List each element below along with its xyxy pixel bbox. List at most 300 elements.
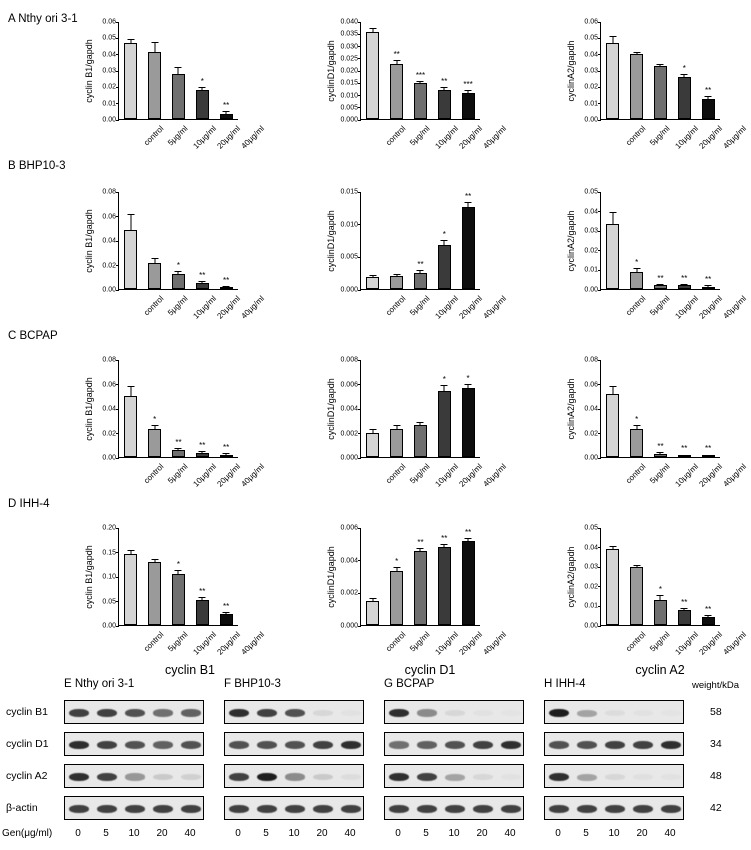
y-axis-label-D3: cyclinA2/gapdh <box>566 546 576 608</box>
bar-wrapper <box>654 360 667 457</box>
error-bar <box>396 426 397 428</box>
bar-5μg/ml[interactable] <box>148 52 161 119</box>
bar-control[interactable] <box>606 224 619 289</box>
bar-10μg/ml[interactable] <box>172 450 185 457</box>
bar-20μg/ml[interactable] <box>438 547 451 625</box>
bar-wrapper <box>414 22 427 119</box>
bar-5μg/ml[interactable] <box>630 429 643 457</box>
error-cap <box>199 451 206 452</box>
blot-weight-2: 48 <box>710 770 722 782</box>
bar-20μg/ml[interactable] <box>678 77 691 119</box>
significance-marker: * <box>658 585 663 594</box>
error-bar <box>130 215 131 230</box>
error-bar <box>202 282 203 283</box>
blot-row-label-0: cyclin B1 <box>6 706 49 718</box>
bar-wrapper <box>196 360 209 457</box>
bar-control[interactable] <box>124 554 137 625</box>
x-tick-label: 5μg/ml <box>166 294 190 318</box>
significance-marker: * <box>635 258 639 268</box>
y-tick-label: 0.015 <box>340 79 358 87</box>
error-cap <box>223 286 230 287</box>
error-cap <box>465 538 472 539</box>
blot-title-F: F BHP10-3 <box>224 678 281 690</box>
error-cap <box>151 425 158 426</box>
x-tick-label: control <box>624 294 648 318</box>
bar-40μg/ml[interactable] <box>462 93 475 119</box>
bar-5μg/ml[interactable] <box>390 64 403 119</box>
blot-band <box>417 709 437 716</box>
x-tick-label: 40μg/ml <box>481 294 509 321</box>
bar-40μg/ml[interactable] <box>462 388 475 457</box>
panel-label-A: A Nthy ori 3-1 <box>8 13 78 25</box>
x-tick-label: 40μg/ml <box>721 294 749 321</box>
blot-band <box>229 773 249 781</box>
bar-5μg/ml[interactable] <box>630 54 643 119</box>
blot-box-H-0 <box>544 700 684 724</box>
bar-control[interactable] <box>124 396 137 457</box>
chart-C1 <box>84 356 267 489</box>
significance-marker: ** <box>657 442 664 452</box>
bar-40μg/ml[interactable] <box>702 99 715 119</box>
significance-marker: ** <box>704 274 712 284</box>
bar-5μg/ml[interactable] <box>390 429 403 457</box>
error-bar <box>154 259 155 263</box>
plot-area-A1 <box>102 18 238 124</box>
lane-label-H-5: 5 <box>583 828 589 839</box>
significance-marker: ** <box>464 192 472 202</box>
blot-band <box>257 741 277 749</box>
blot-band <box>341 741 361 750</box>
blot-band <box>97 805 117 813</box>
bar-wrapper <box>172 528 185 625</box>
y-tick-label: 0.000 <box>340 622 358 630</box>
error-cap <box>151 258 158 259</box>
blot-band <box>633 710 653 715</box>
bar-20μg/ml[interactable] <box>678 455 691 457</box>
y-tick-label: 0.04 <box>102 237 116 245</box>
blot-band <box>445 741 465 749</box>
error-bar <box>660 596 661 600</box>
bar-wrapper <box>124 360 137 457</box>
y-axis-label-C3: cyclinA2/gapdh <box>566 378 576 440</box>
bar-10μg/ml[interactable] <box>414 551 427 625</box>
y-tick-label: 0.02 <box>102 83 116 91</box>
bar-20μg/ml[interactable] <box>438 90 451 119</box>
error-bar <box>420 271 421 273</box>
bar-control[interactable] <box>124 230 137 289</box>
blot-band <box>181 709 201 717</box>
error-cap <box>199 87 206 88</box>
bar-10μg/ml[interactable] <box>654 600 667 625</box>
x-tick-label: 5μg/ml <box>408 462 432 486</box>
error-bar <box>226 287 227 288</box>
blot-band <box>605 774 625 780</box>
x-tick-label: 20μg/ml <box>215 294 243 321</box>
bar-5μg/ml[interactable] <box>630 272 643 289</box>
error-cap <box>223 111 230 112</box>
blot-band <box>257 805 277 813</box>
x-tick-label: 10μg/ml <box>191 630 219 657</box>
error-cap <box>681 608 688 609</box>
lane-label-F-10: 10 <box>288 828 300 839</box>
bar-20μg/ml[interactable] <box>196 90 209 119</box>
y-axis-label-C1: cyclin B1/gapdh <box>84 377 94 441</box>
bar-control[interactable] <box>366 32 379 119</box>
bar-40μg/ml[interactable] <box>702 455 715 457</box>
significance-marker: * <box>682 63 686 73</box>
significance-marker: ** <box>222 442 230 452</box>
error-bar <box>636 426 637 429</box>
y-tick-label: 0.00 <box>102 622 116 630</box>
bar-control[interactable] <box>366 433 379 458</box>
significance-marker: ** <box>222 601 230 611</box>
y-tick-label: 0.04 <box>102 405 116 413</box>
x-tick-label: 10μg/ml <box>433 630 461 657</box>
plot-area-C1 <box>102 356 238 462</box>
bar-wrapper <box>606 528 619 625</box>
y-tick-label: 0.04 <box>584 208 598 216</box>
error-bar <box>202 452 203 453</box>
bar-40μg/ml[interactable] <box>462 541 475 625</box>
bar-group-B3 <box>601 192 720 289</box>
lane-label-E-40: 40 <box>184 828 196 839</box>
blot-band <box>633 774 653 779</box>
bar-wrapper <box>630 192 643 289</box>
bar-5μg/ml[interactable] <box>148 429 161 457</box>
x-tick-label: 40μg/ml <box>721 630 749 657</box>
y-tick-label: 0.06 <box>102 381 116 388</box>
error-cap <box>175 271 182 272</box>
error-bar <box>660 453 661 454</box>
blot-band <box>577 710 597 717</box>
y-tick-label: 0.06 <box>102 213 116 220</box>
error-cap <box>151 559 158 560</box>
bar-wrapper <box>654 192 667 289</box>
bar-40μg/ml[interactable] <box>702 617 715 625</box>
panel-label-D: D IHH-4 <box>8 498 50 510</box>
error-bar <box>396 275 397 276</box>
y-tick-label: 0.006 <box>340 524 358 532</box>
blot-band <box>181 774 201 780</box>
x-tick-label: 5μg/ml <box>166 124 190 148</box>
blot-band <box>549 709 569 718</box>
blot-band <box>389 805 409 813</box>
bar-wrapper <box>462 192 475 289</box>
y-tick-label: 0.002 <box>340 589 358 597</box>
bar-wrapper <box>366 192 379 289</box>
x-tick-label: 5μg/ml <box>648 630 672 654</box>
blot-band <box>229 741 249 749</box>
error-cap <box>657 595 664 596</box>
error-cap <box>657 452 664 453</box>
bar-wrapper <box>414 192 427 289</box>
blot-band <box>69 741 89 750</box>
x-tick-label: 10μg/ml <box>433 462 461 489</box>
bar-5μg/ml[interactable] <box>390 276 403 289</box>
bar-wrapper <box>462 22 475 119</box>
significance-marker: * <box>153 415 157 425</box>
error-bar <box>444 241 445 245</box>
blot-box-H-1 <box>544 732 684 756</box>
x-tick-label: 40μg/ml <box>239 462 267 489</box>
y-tick-label: 0.02 <box>584 430 598 437</box>
x-tick-label: 20μg/ml <box>697 294 725 321</box>
lane-label-F-0: 0 <box>235 828 241 839</box>
blot-band <box>97 741 117 749</box>
bar-5μg/ml[interactable] <box>630 567 643 625</box>
error-cap <box>417 81 424 82</box>
bar-wrapper <box>220 192 233 289</box>
blot-band <box>473 805 493 813</box>
error-bar <box>684 285 685 286</box>
bar-20μg/ml[interactable] <box>196 600 209 625</box>
blot-band <box>417 773 437 781</box>
bar-wrapper <box>172 360 185 457</box>
significance-marker: * <box>176 560 181 570</box>
bar-40μg/ml[interactable] <box>220 614 233 625</box>
blot-band <box>445 774 465 781</box>
y-tick-label: 0.05 <box>102 34 116 42</box>
y-axis-label-B1: cyclin B1/gapdh <box>84 209 94 273</box>
bar-group-D2 <box>361 528 480 625</box>
error-cap <box>417 548 424 549</box>
error-cap <box>175 67 182 68</box>
error-cap <box>441 385 448 386</box>
error-cap <box>393 425 400 426</box>
bar-20μg/ml[interactable] <box>438 391 451 457</box>
error-cap <box>705 615 712 616</box>
bar-wrapper <box>630 360 643 457</box>
bar-control[interactable] <box>606 549 619 625</box>
bar-wrapper <box>390 360 403 457</box>
gen-concentration-label: Gen(μg/ml) <box>2 828 53 839</box>
bar-40μg/ml[interactable] <box>220 455 233 457</box>
y-tick-label: 0.00 <box>584 454 598 462</box>
bar-control[interactable] <box>366 601 379 625</box>
blot-band <box>417 741 437 749</box>
error-cap <box>127 386 134 387</box>
error-cap <box>127 39 134 40</box>
x-tick-label: 5μg/ml <box>648 294 672 318</box>
blot-band <box>549 741 569 749</box>
blot-band <box>501 741 521 750</box>
bar-wrapper <box>702 192 715 289</box>
blot-band <box>605 741 625 749</box>
x-tick-label: 20μg/ml <box>697 124 725 151</box>
blot-band <box>605 710 625 716</box>
bar-10μg/ml[interactable] <box>654 454 667 457</box>
blot-weight-3: 42 <box>710 802 722 814</box>
y-tick-label: 0.000 <box>340 286 358 294</box>
bar-20μg/ml[interactable] <box>438 245 451 289</box>
chart-B1 <box>84 188 267 321</box>
error-bar <box>612 37 613 43</box>
x-tick-label: 5μg/ml <box>166 462 190 486</box>
error-bar <box>130 40 131 43</box>
bar-40μg/ml[interactable] <box>220 287 233 289</box>
blot-band <box>181 741 201 749</box>
y-tick-label: 0.15 <box>102 549 116 556</box>
lane-label-E-5: 5 <box>103 828 109 839</box>
error-bar <box>226 613 227 614</box>
x-tick-label: 20μg/ml <box>215 124 243 151</box>
x-tick-label: 20μg/ml <box>457 630 485 657</box>
y-tick-label: 0.02 <box>102 262 116 269</box>
bar-wrapper <box>462 528 475 625</box>
chart-A2 <box>326 18 509 151</box>
bar-10μg/ml[interactable] <box>172 74 185 119</box>
lane-label-G-5: 5 <box>423 828 429 839</box>
x-tick-label: 5μg/ml <box>648 462 672 486</box>
x-tick-label: 20μg/ml <box>697 462 725 489</box>
significance-marker: * <box>442 230 446 240</box>
chart-D1 <box>84 524 267 657</box>
chart-A1 <box>84 18 267 151</box>
blot-band <box>473 710 493 715</box>
y-tick-label: 0.05 <box>584 34 598 42</box>
column-title-2: cyclin D1 <box>404 663 456 677</box>
blot-band <box>341 805 361 813</box>
y-tick-label: 0.01 <box>584 602 598 610</box>
bar-wrapper <box>654 22 667 119</box>
lane-label-G-40: 40 <box>504 828 516 839</box>
blot-band <box>229 709 249 718</box>
bar-5μg/ml[interactable] <box>148 263 161 289</box>
significance-marker: ** <box>441 533 448 543</box>
y-tick-label: 0.01 <box>584 266 598 274</box>
y-axis-label-A3: cyclinA2/gapdh <box>566 40 576 102</box>
chart-B3 <box>566 188 749 321</box>
bar-20μg/ml[interactable] <box>196 283 209 289</box>
y-tick-label: 0.04 <box>102 51 116 59</box>
y-tick-label: 0.020 <box>340 67 358 75</box>
bar-20μg/ml[interactable] <box>678 285 691 289</box>
blot-band <box>153 774 173 780</box>
significance-marker: ** <box>657 273 664 283</box>
significance-marker: ** <box>222 101 230 111</box>
bar-wrapper <box>630 528 643 625</box>
plot-area-B2 <box>340 188 480 294</box>
blot-band <box>153 741 173 749</box>
x-tick-label: 20μg/ml <box>457 124 485 151</box>
blot-box-G-0 <box>384 700 524 724</box>
error-bar <box>708 286 709 287</box>
blot-band <box>69 709 89 717</box>
lane-label-H-0: 0 <box>555 828 561 839</box>
blot-band <box>285 805 305 813</box>
lane-label-H-10: 10 <box>608 828 620 839</box>
plot-area-A3 <box>584 18 720 124</box>
significance-marker: * <box>466 373 470 383</box>
bar-10μg/ml[interactable] <box>172 274 185 289</box>
blot-band <box>285 709 305 717</box>
blot-band <box>549 805 569 813</box>
blot-band <box>125 805 145 813</box>
bar-10μg/ml[interactable] <box>414 425 427 457</box>
significance-marker: ** <box>199 270 206 280</box>
blot-band <box>153 709 173 717</box>
plot-area-D3 <box>584 524 720 630</box>
significance-marker: ** <box>417 537 424 547</box>
x-tick-label: 10μg/ml <box>191 124 219 151</box>
blot-row-label-3: β-actin <box>6 802 38 814</box>
x-tick-label: control <box>384 630 408 654</box>
bar-wrapper <box>606 22 619 119</box>
error-bar <box>154 426 155 428</box>
x-tick-label: 40μg/ml <box>239 630 267 657</box>
significance-marker: ** <box>199 587 206 597</box>
bar-wrapper <box>220 528 233 625</box>
error-cap <box>705 96 712 97</box>
bar-wrapper <box>702 360 715 457</box>
error-cap <box>151 42 158 43</box>
bar-group-B2 <box>361 192 480 289</box>
error-bar <box>178 68 179 74</box>
bar-40μg/ml[interactable] <box>220 114 233 119</box>
error-cap <box>465 202 472 203</box>
bar-wrapper <box>124 528 137 625</box>
chart-B2 <box>326 188 509 321</box>
bar-wrapper <box>678 22 691 119</box>
bar-40μg/ml[interactable] <box>702 287 715 289</box>
bar-20μg/ml[interactable] <box>678 610 691 625</box>
x-tick-label: 40μg/ml <box>239 124 267 151</box>
y-tick-label: 0.01 <box>584 100 598 108</box>
bar-wrapper <box>462 360 475 457</box>
bar-20μg/ml[interactable] <box>196 453 209 457</box>
bar-group-A2 <box>361 22 480 119</box>
x-tick-label: 10μg/ml <box>673 124 701 151</box>
blot-box-G-2 <box>384 764 524 788</box>
bar-control[interactable] <box>606 43 619 119</box>
bar-control[interactable] <box>366 277 379 289</box>
error-cap <box>441 240 448 241</box>
blot-band <box>661 741 681 750</box>
bar-wrapper <box>172 192 185 289</box>
y-tick-label: 0.01 <box>102 100 116 108</box>
blot-box-E-2 <box>64 764 204 788</box>
bar-5μg/ml[interactable] <box>390 571 403 625</box>
bar-control[interactable] <box>606 394 619 457</box>
blot-box-F-3 <box>224 796 364 820</box>
lane-label-G-20: 20 <box>476 828 488 839</box>
x-tick-label: control <box>384 124 408 148</box>
bar-40μg/ml[interactable] <box>462 207 475 289</box>
blot-band <box>97 773 117 781</box>
blot-band <box>313 710 333 716</box>
bar-control[interactable] <box>124 43 137 119</box>
bar-10μg/ml[interactable] <box>654 285 667 289</box>
x-tick-label: 10μg/ml <box>433 294 461 321</box>
bar-5μg/ml[interactable] <box>148 562 161 625</box>
error-cap <box>369 275 376 276</box>
error-cap <box>175 448 182 449</box>
bar-10μg/ml[interactable] <box>172 574 185 625</box>
bar-10μg/ml[interactable] <box>414 83 427 119</box>
y-tick-label: 0.025 <box>340 55 358 63</box>
error-bar <box>420 549 421 551</box>
error-cap <box>705 285 712 286</box>
error-cap <box>199 597 206 598</box>
significance-marker: ** <box>704 604 712 614</box>
error-cap <box>465 90 472 91</box>
bar-10μg/ml[interactable] <box>654 66 667 119</box>
blot-band <box>389 773 409 782</box>
error-cap <box>609 36 616 37</box>
chart-D3 <box>566 524 749 657</box>
error-bar <box>226 454 227 455</box>
bar-10μg/ml[interactable] <box>414 273 427 289</box>
